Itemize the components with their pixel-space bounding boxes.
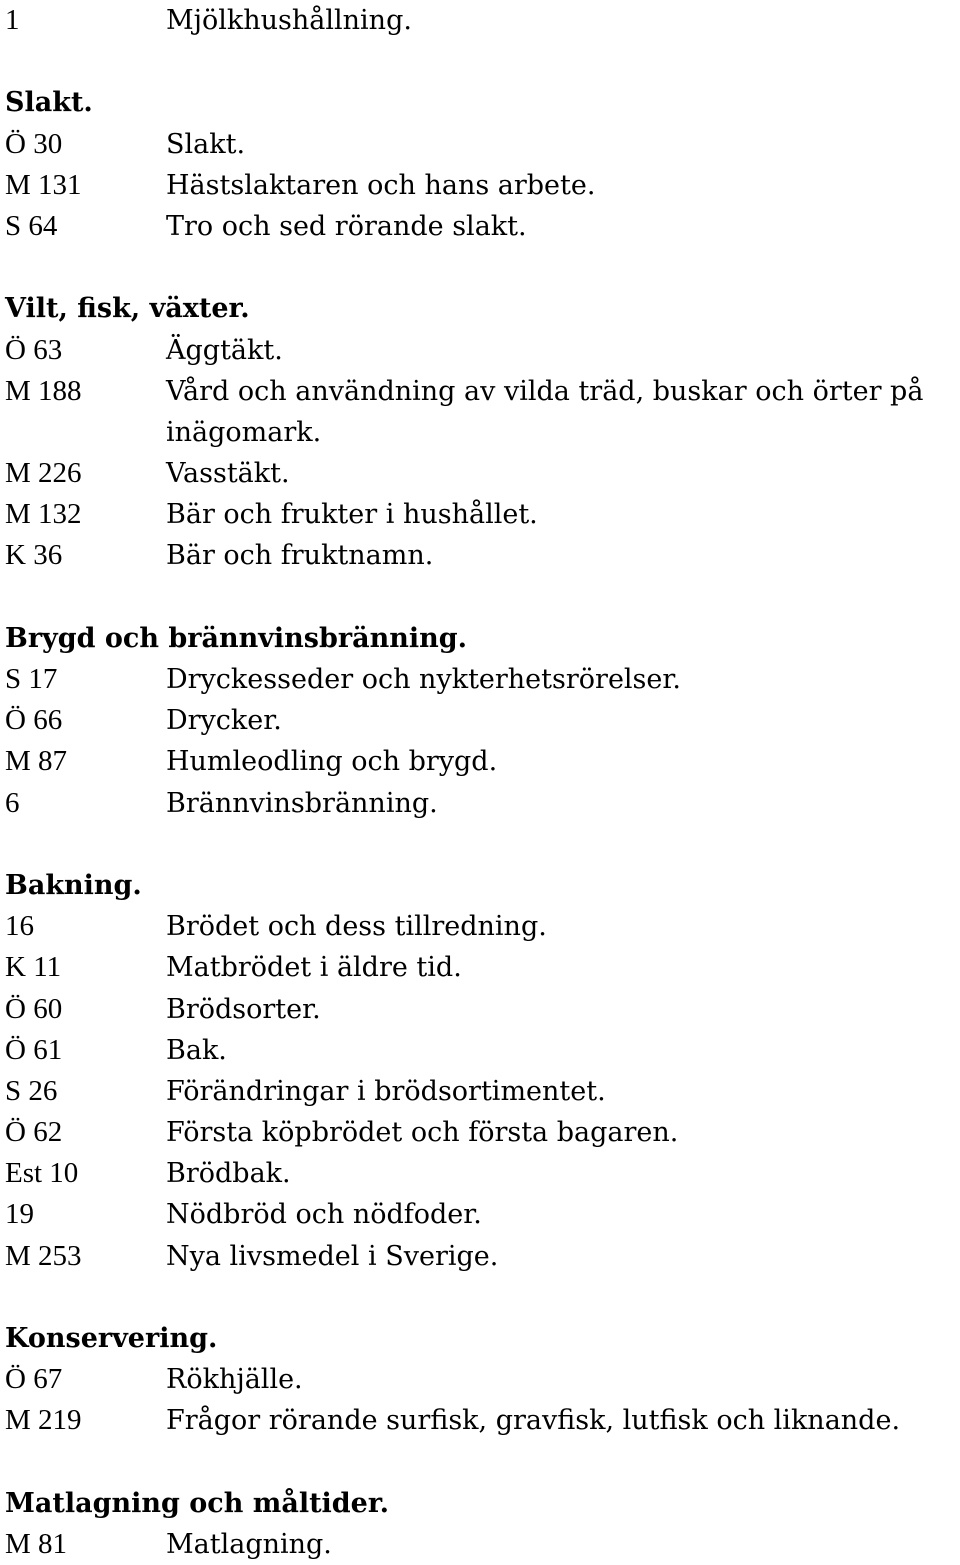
entry-title: Slakt. xyxy=(166,128,246,160)
entry-row xyxy=(5,989,960,1030)
section-spacer xyxy=(5,577,960,618)
entry-title: Förändringar i brödsortimentet. xyxy=(166,1075,606,1107)
entry-row xyxy=(5,1112,960,1153)
entry-row xyxy=(5,1524,960,1565)
entry-code: M 132 xyxy=(5,498,82,531)
entry-code: M 87 xyxy=(5,745,68,778)
entry-code: Est 10 xyxy=(5,1157,79,1190)
section-heading: Slakt. xyxy=(5,87,93,119)
entry-row xyxy=(5,1194,960,1235)
entry-title: Nya livsmedel i Sverige. xyxy=(166,1240,499,1272)
entry-title: Bär och fruktnamn. xyxy=(166,540,434,572)
entry-row xyxy=(5,1071,960,1112)
section-spacer xyxy=(5,1277,960,1318)
sections-container xyxy=(5,41,960,1565)
section-spacer xyxy=(5,824,960,865)
entry-title: Matbrödet i äldre tid. xyxy=(166,952,462,984)
entry-row xyxy=(5,906,960,947)
entry-title: Matlagning. xyxy=(166,1528,332,1560)
entry-code: 1 xyxy=(5,4,20,36)
entry-title: Dryckesseder och nykterhetsrörelser. xyxy=(166,664,681,696)
entry-code: 16 xyxy=(5,910,34,943)
section-spacer xyxy=(5,1442,960,1483)
section-heading: Konservering. xyxy=(5,1323,218,1355)
entry-row xyxy=(5,700,960,741)
entry-code: Ö 62 xyxy=(5,1116,63,1149)
entry-row xyxy=(5,1359,960,1400)
entry-title: Hästslaktaren och hans arbete. xyxy=(166,169,596,201)
entry-row xyxy=(5,535,960,576)
entry-code: K 11 xyxy=(5,951,62,984)
entry-code: Ö 61 xyxy=(5,1033,63,1066)
entry-title: Brödet och dess tillredning. xyxy=(166,911,547,943)
entry-code: Ö 67 xyxy=(5,1363,63,1396)
entry-title: Mjölkhushållning. xyxy=(166,5,412,36)
entry-row xyxy=(5,0,960,41)
section-heading: Brygd och brännvinsbränning. xyxy=(5,622,468,654)
entry-row xyxy=(5,494,960,535)
entry-code: M 226 xyxy=(5,457,82,490)
entry-code: S 26 xyxy=(5,1074,58,1107)
entry-title: Drycker. xyxy=(166,705,282,737)
entry-code: M 253 xyxy=(5,1239,82,1272)
entry-title: Vård och användning av vilda träd, buskar och örter på inägomark. xyxy=(166,375,924,448)
entry-title: Brödsorter. xyxy=(166,993,321,1025)
entry-title: Rökhjälle. xyxy=(166,1364,303,1396)
entry-title: Bak. xyxy=(166,1034,227,1066)
entry-code: Ö 60 xyxy=(5,992,63,1025)
entry-title: Nödbröd och nödfoder. xyxy=(166,1199,482,1231)
entry-title: Humleodling och brygd. xyxy=(166,746,498,778)
entry-code: 19 xyxy=(5,1198,34,1231)
document-page xyxy=(5,0,960,1565)
entry-row xyxy=(5,1400,960,1441)
entry-title: Frågor rörande surfisk, gravfisk, lutfisk och liknande. xyxy=(166,1405,901,1437)
entry-code: K 36 xyxy=(5,539,63,572)
entry-code: Ö 30 xyxy=(5,127,63,160)
entry-code: S 64 xyxy=(5,209,58,242)
entry-title: Brödbak. xyxy=(166,1158,291,1190)
entry-row xyxy=(5,1030,960,1071)
entry-code: M 188 xyxy=(5,374,82,407)
section-heading: Vilt, fisk, växter. xyxy=(5,293,250,325)
entry-row xyxy=(5,783,960,824)
entry-row xyxy=(5,206,960,247)
entry-row xyxy=(5,947,960,988)
entry-code: Ö 63 xyxy=(5,333,63,366)
section-heading: Matlagning och måltider. xyxy=(5,1487,390,1519)
section-spacer xyxy=(5,247,960,288)
section-heading: Bakning. xyxy=(5,869,142,901)
entry-title: Första köpbrödet och första bagaren. xyxy=(166,1117,679,1149)
entry-title: Äggtäkt. xyxy=(166,334,283,366)
entry-row xyxy=(5,1236,960,1277)
entry-row xyxy=(5,371,960,453)
entry-code: M 131 xyxy=(5,168,82,201)
entry-code: 6 xyxy=(5,786,20,819)
entry-row xyxy=(5,165,960,206)
entry-row xyxy=(5,124,960,165)
entry-title: Bär och frukter i hushållet. xyxy=(166,499,538,531)
entry-code: S 17 xyxy=(5,663,58,696)
entry-row xyxy=(5,1153,960,1194)
entry-code: M 81 xyxy=(5,1527,68,1560)
entry-title: Tro och sed rörande slakt. xyxy=(166,210,527,242)
entry-title: Vasstäkt. xyxy=(166,458,290,490)
section-spacer xyxy=(5,41,960,82)
entry-title: Brännvinsbränning. xyxy=(166,787,438,819)
entry-code: Ö 66 xyxy=(5,704,63,737)
entry-code: M 219 xyxy=(5,1404,82,1437)
entry-row xyxy=(5,659,960,700)
entry-row xyxy=(5,330,960,371)
entry-row xyxy=(5,741,960,782)
entry-row xyxy=(5,453,960,494)
